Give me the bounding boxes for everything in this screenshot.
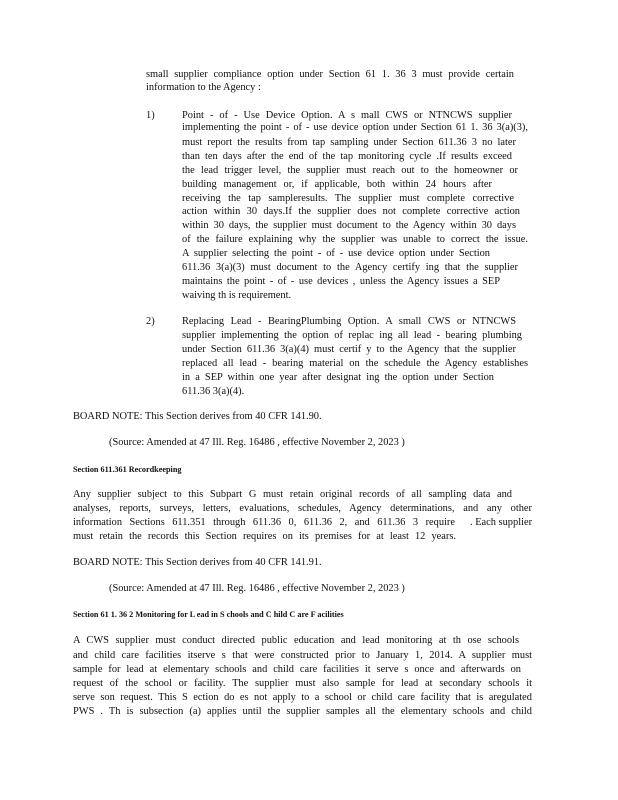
paragraph-line-tail: . Each supplier — [470, 517, 533, 528]
list-item-line: replaced all lead - bearing material on the schedule the Agency establishes — [182, 358, 528, 369]
paragraph-line: must retain the records this Section requires on its premises for at least 12 years. — [73, 531, 456, 542]
section-heading: Section 61 1. 36 2 Monitoring for L ead in S chools and C hild C are F acilities — [73, 610, 344, 619]
list-item-line: of the failure explaining why the supplier was unable to correct the issue. — [182, 234, 528, 245]
board-note: BOARD NOTE: This Section derives from 40 CFR 141.91. — [73, 557, 322, 568]
source-note: (Source: Amended at 47 Ill. Reg. 16486 , effective November 2, 2023 ) — [109, 583, 405, 594]
paragraph-line: serve son request. This S ection do es not apply to a school or child care facility that is aregulated — [73, 692, 532, 703]
intro-line: information to the Agency : — [146, 82, 261, 93]
list-item-line: A supplier selecting the point - of - use device option under Section — [182, 248, 490, 259]
list-item-line: in a SEP within one year after designat ing the option under Section — [182, 372, 494, 383]
list-item-line: supplier implementing the option of replac ing all lead - bearing plumbing — [182, 330, 522, 341]
list-item-line: action within 30 days.If the supplier does not complete corrective action — [182, 206, 520, 217]
list-item-line: the lead trigger level, the supplier must reach out to the homeowner or — [182, 165, 518, 176]
list-item-number: 1) — [146, 110, 155, 121]
list-item-line: receiving the tap sampleresults. The supplier must complete corrective — [182, 193, 514, 204]
list-item-line: building management or, if applicable, both within 24 hours after — [182, 179, 492, 190]
list-item-line: Point - of - Use Device Option. A s mall CWS or NTNCWS supplier — [182, 110, 512, 121]
list-item-line: 611.36 3(a)(3) must document to the Agency certify ing that the supplier — [182, 262, 518, 273]
board-note: BOARD NOTE: This Section derives from 40 CFR 141.90. — [73, 411, 322, 422]
list-item-line: maintains the point - of - use devices , unless the Agency issues a SEP — [182, 276, 500, 287]
paragraph-line: Any supplier subject to this Subpart G must retain original records of all sampling data and — [73, 489, 512, 500]
list-item-line: waiving th is requirement. — [182, 290, 292, 301]
paragraph-line: request of the school or facility. The supplier must also sample for lead at secondary schools it — [73, 678, 532, 689]
intro-line: small supplier compliance option under Section 61 1. 36 3 must provide certain — [146, 69, 514, 80]
source-note: (Source: Amended at 47 Ill. Reg. 16486 , effective November 2, 2023 ) — [109, 437, 405, 448]
list-item-line: must report the results from tap sampling under Section 611.36 3 no later — [182, 137, 516, 148]
list-item-line: Replacing Lead - BearingPlumbing Option. A small CWS or NTNCWS — [182, 316, 516, 327]
paragraph-line: PWS . Th is subsection (a) applies until the supplier samples all the elementary schools and child — [73, 706, 532, 717]
paragraph-line: analyses, reports, surveys, letters, evaluations, schedules, Agency determinations, and any other — [73, 503, 532, 514]
paragraph-line: and child care facilities itserve s that were constructed prior to January 1, 2014. A supplier must — [73, 650, 532, 661]
paragraph-line: A CWS supplier must conduct directed public education and lead monitoring at th ose schools — [73, 635, 519, 646]
list-item-line: 611.36 3(a)(4). — [182, 386, 245, 397]
list-item-line: implementing the point - of - use device option under Section 61 1. 36 3(a)(3), — [182, 122, 528, 133]
list-item-line: than ten days after the end of the tap monitoring cycle .If results exceed — [182, 151, 512, 162]
list-item-line: within 30 days, the supplier must document to the Agency within 30 days — [182, 220, 516, 231]
list-item-line: under Section 611.36 3(a)(4) must certif y to the Agency that the supplier — [182, 344, 516, 355]
list-item-number: 2) — [146, 316, 155, 327]
paragraph-line: sample for lead at elementary schools and child care facilities it serve s once and afterwards on — [73, 664, 521, 675]
paragraph-line: information Sections 611.351 through 611.36 0, 611.36 2, and 611.36 3 require — [73, 517, 455, 528]
section-heading: Section 611.361 Recordkeeping — [73, 465, 182, 474]
